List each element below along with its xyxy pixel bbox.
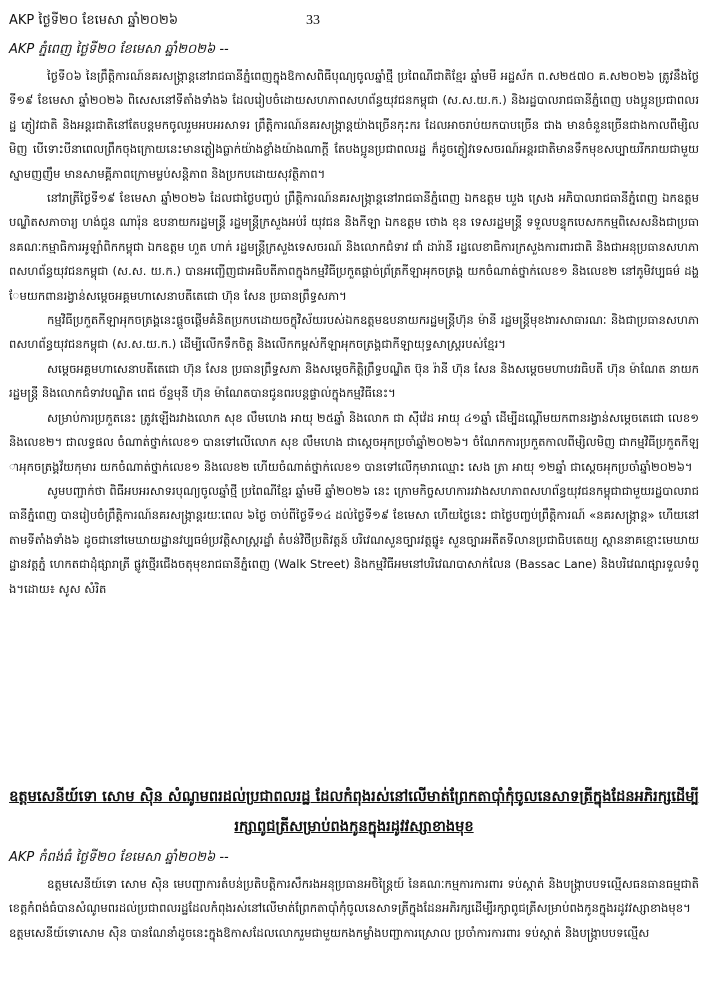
article1-dateline: AKP ភ្នំពេញ ថ្ងៃទី២០ ខែមេសា ឆ្នាំ២០២៦ -- <box>9 42 229 57</box>
article1-paragraph: សូមបញ្ជាក់ថា ពិធីអបអរសាទរបុណ្យចូលឆ្នាំថ្មី ប្រពៃណីខ្មែរ ឆ្នាំមមី ឆ្នាំ២០២៦ នេះ ក្រោមកិច្ចសហការរវាងសហភាពសហព័ន្ធយុវជនកម្ពុជាជាមួយរដ្ឋបាលរាជធានីភ្នំពេញ បានរៀបចំព្រឹត្តិការណ៍នគរសង្ក្រាន្តរយៈពេល ៦ថ្ងៃ ចាប់ពីថ្ងៃទី១៤ ដល់ថ្ងៃទី១៩ ខែមេសា ហើយថ្ងៃនេះ ជាថ្ងៃបញ្ចប់ព្រឹត្តិការណ៍ «នគរសង្ក្រាន្ត» ហើយនៅតាមទីតាំងទាំង៦ ដូចជានៅមេឃាយដ្ឋានវប្បធម៌ប្រវត្តិសាស្ត្ររដ្ឋាំ តំបន់វិថីប្រតិវត្តន៍ បរិវេណសួនច្បារវត្តផ្នូ៖ សួនច្បារអតីតទីលានប្រជាធិបតេយ្យ ស្ពាននាគខ្មោះមេឃាយដ្ឋានវត្តភ្នំ ហេកតជាដុំផ្សារាត្រី ផ្លូវថ្មើរជើងចតុមុខរាជធានីភ្នំពេញ (Walk Street) និងកម្មវិធីអមនៅបរិវេណបាសាក់លែន (Bassac Lane) និងបរិវេណផ្សារទួលទំពូង។ដោយ៖ សូស សំរិត <box>9 483 699 596</box>
article2-body <box>9 872 699 1000</box>
header-source-date: AKP ថ្ងៃទី២០ ខែមេសា ឆ្នាំ២០២៦ <box>9 13 179 28</box>
article1-paragraph: កម្មវិធីប្រកួតកីឡាអុកចត្រង្គនេះផ្តួចផ្តើមគំនិតប្រកបដោយចក្ខុវិស័យរបស់ឯកឧត្តមឧបនាយករដ្ឋមន្ត្រីហ៊ុន ម៉ានី រដ្ឋមន្ត្រីមុខងារសាធារណៈ និងជាប្រធានសហភាពសហព័ន្ធយុវជនកម្ពុជា (ស.ស.យ.ក.) ដើម្បីលើកទឹកចិត្ត និងលើកកម្ពស់កីឡាអុកចត្រង្គជាកីឡាយុទ្ធសាស្ត្ររបស់ខ្មែរ។ <box>9 313 699 352</box>
page-number: 33 <box>306 13 320 28</box>
article2-headline-text: ឧត្តមសេនីយ៍ទោ សោម ស៊ិន សំណូមពរដល់ប្រជាពលរដ្ឋ ដែលកំពុងរស់នៅលើមាត់ព្រែកតាប៉ាំកុំចូលនេសាទត្រីក្នុងដែនអភិរក្សដើម្បីរក្សាពូជត្រីសម្រាប់ពងកូនក្នុងរដូវវស្សាខាងមុខ <box>9 788 699 835</box>
article1-paragraph: សម្រាប់ការប្រកួតនេះ ត្រូវឡើងរវាងលោក សុខ លឹមហេង អាយុ ២៥ឆ្នាំ និងលោក ជា ស៊ីវ៉េដ អាយុ ៤១ឆ្នាំ ដើម្បីដណ្តើមយកពានរង្វាន់សម្តេចតេជោ លេខ១ និងលេខ២។ ជាលទ្ធផល ចំណាត់ថ្នាក់លេខ១ បានទៅលើលោក សុខ លឹមហេង ជាស្តេចអុកប្រចាំឆ្នាំ២០២៦។ ចំណែកការប្រកួតកាលពីម្សិលមិញ ជាកម្មវិធីប្រកួតកីឡាអុកចត្រង្គវ័យកុមារ យកចំណាត់ថ្នាក់លេខ១ និងលេខ២ ហើយចំណាត់ថ្នាក់លេខ១ បានទៅលើកុមារាឈ្មោះ សេង ត្រា អាយុ ១២ឆ្នាំ ជាស្តេចអុកប្រចាំឆ្នាំ២០២៦។ <box>9 410 699 474</box>
article2-dateline: AKP កំពង់ធំ ថ្ងៃទី២០ ខែមេសា ឆ្នាំ២០២៦ -- <box>9 850 229 865</box>
article1-paragraph: សម្តេចអគ្គមហាសេនាបតីតេជោ ហ៊ុន សែន ប្រធានព្រឹទ្ធសភា និងសម្តេចកិត្តិព្រឹទ្ធបណ្ឌិត ប៊ុន រ៉ានី ហ៊ុន សែន និងសម្តេចមហាបវរធិបតី ហ៊ុន ម៉ាណែត នាយករដ្ឋមន្ត្រី និងលោកជំទាវបណ្ឌិត ពេជ ច័ន្ទមុនី ហ៊ុន ម៉ាណែតបានជូនពរបន្តផ្ទាល់ក្នុងកម្មវិធីនេះ។ <box>9 361 699 401</box>
article1-paragraph: នៅរាត្រីថ្ងៃទី១៩ ខែមេសា ឆ្នាំ២០២៦ ដែលជាថ្ងៃបញ្ចប់ ព្រឹត្តិការណ៍នគរសង្ក្រាន្តនៅរាជធានីភ្នំពេញ ឯកឧត្តម ឃួង ស្រេង អភិបាលរាជធានីភ្នំពេញ ឯកឧត្តមបណ្ឌិតសភាចារ្យ ហង់ជួន ណារ៉ុន ឧបនាយករដ្ឋមន្ត្រី រដ្ឋមន្ត្រីក្រសួងអប់រំ យុវជន និងកីឡា ឯកឧត្តម ថោង ខុន ទេសរដ្ឋមន្ត្រី ទទួលបន្ទុកបេសកកម្មពិសេសនិងជាប្រធានគណៈកម្មាធិការអូឡាំពិកកម្ពុជា ឯកឧត្តម ហួត ហាក់ រដ្ឋមន្ត្រីក្រសួងទេសចរណ៍ និងលោកជំទាវ ជាំ ដារ៉ានី រដ្ឋលេខាធិការក្រសួងការពារជាតិ និងជាអនុប្រធានសហភាពសហព័ន្ធយុវជនកម្ពុជា (ស.ស. យ.ក.) បានអញ្ជើញជាអធិបតីភាពក្នុងកម្មវិធីប្រកួតផ្តាច់ព្រ័ត្រកីឡាអុកចត្រង្គ យកចំណាត់ថ្នាក់លេខ១ និងលេខ២ នៅភូមិវប្បធម៌ ដង្ហែមយកពានរង្វាន់សម្តេចអគ្គមហាសេនាបតីតេជោ ហ៊ុន សែន ប្រធានព្រឹទ្ធសភា។ <box>9 191 699 303</box>
article1-body <box>9 64 699 784</box>
article1-paragraph: ថ្ងៃទី០៦ នៃព្រឹត្តិការណ៍នគរសង្ក្រាន្តនៅរាជធានីភ្នំពេញក្នុងឱកាសពិធីបុណ្យចូលឆ្នាំថ្មី ប្រពៃណីជាតិខ្មែរ ឆ្នាំមមី អដ្ឋស័ក ព.ស២៥៧០ គ.ស២០២៦ ត្រូវនឹងថ្ងៃទី១៩ ខែមេសា ឆ្នាំ២០២៦ ពិសេសនៅទីតាំងទាំង៦ ដែលរៀបចំដោយសហភាពសហព័ន្ធយុវជនកម្ពុជា (ស.ស.យ.ក.) និងរដ្ឋបាលរាជធានីភ្នំពេញ បងប្អូនប្រជាពលរដ្ឋ ភ្ញៀវជាតិ និងអន្តរជាតិនៅតែបន្តមកចូលរួមអបអរសាទរ ព្រឹត្តិការណ៍នគរសង្ក្រាន្តយ៉ាងច្រើនកុះករ ដែលអាចរាប់យកបាបច្រើន ជាង មានចំនួនច្រើនជាងកាលពីម្សិលមិញ បើទោះបីនាពេលព្រឹកចុងក្រោយនេះមានភ្លៀងធ្លាក់យ៉ាងខ្លាំងយ៉ាងណាក្តី តែបងប្អូនប្រជាពលរដ្ឋ ក៏ដូចភ្ញៀវទេសចរណ៍អន្តរជាតិមានទឹកមុខសប្បាយរីករាយជាមួយស្នាមញញឹម មានសាមគ្គីភាពក្រោមម្លប់សន្តិភាព និងប្រកបដោយសុវត្ថិភាព។ <box>9 69 699 181</box>
page-header <box>9 10 699 32</box>
article2-paragraph: ឧត្តមសេនីយ៍ទោ សោម ស៊ិន មេបញ្ជាការតំបន់ប្រតិបត្តិការសឹករងអនុប្រធានអចិន្ត្រៃយ៍ នៃគណៈកម្មការការពារ ទប់ស្កាត់ និងបង្ក្រាបបទល្មើសធនធានធម្មជាតិខេត្តកំពង់ធំបានសំណូមពរដល់ប្រជាពលរដ្ឋដែលកំពុងរស់នៅលើមាត់ព្រែកតាប៉ាំកុំចូលនេសាទត្រីក្នុងដែនអភិរក្សដើម្បីរក្សាពូជត្រីសម្រាប់ពងកូនក្នុងរដូវវស្សាខាងមុខ។ ឧត្តមសេនីយ៍ទោសោម ស៊ិន បានណែនាំដូចនេះក្នុងឱកាសដែលលោករួមជាមួយកងកម្លាំងបញ្ជាការស្រោល ប្រចាំការការពារ ទប់ស្កាត់ និងបង្ក្រាបបទល្មើស <box>9 877 699 940</box>
article2-headline <box>9 782 699 844</box>
